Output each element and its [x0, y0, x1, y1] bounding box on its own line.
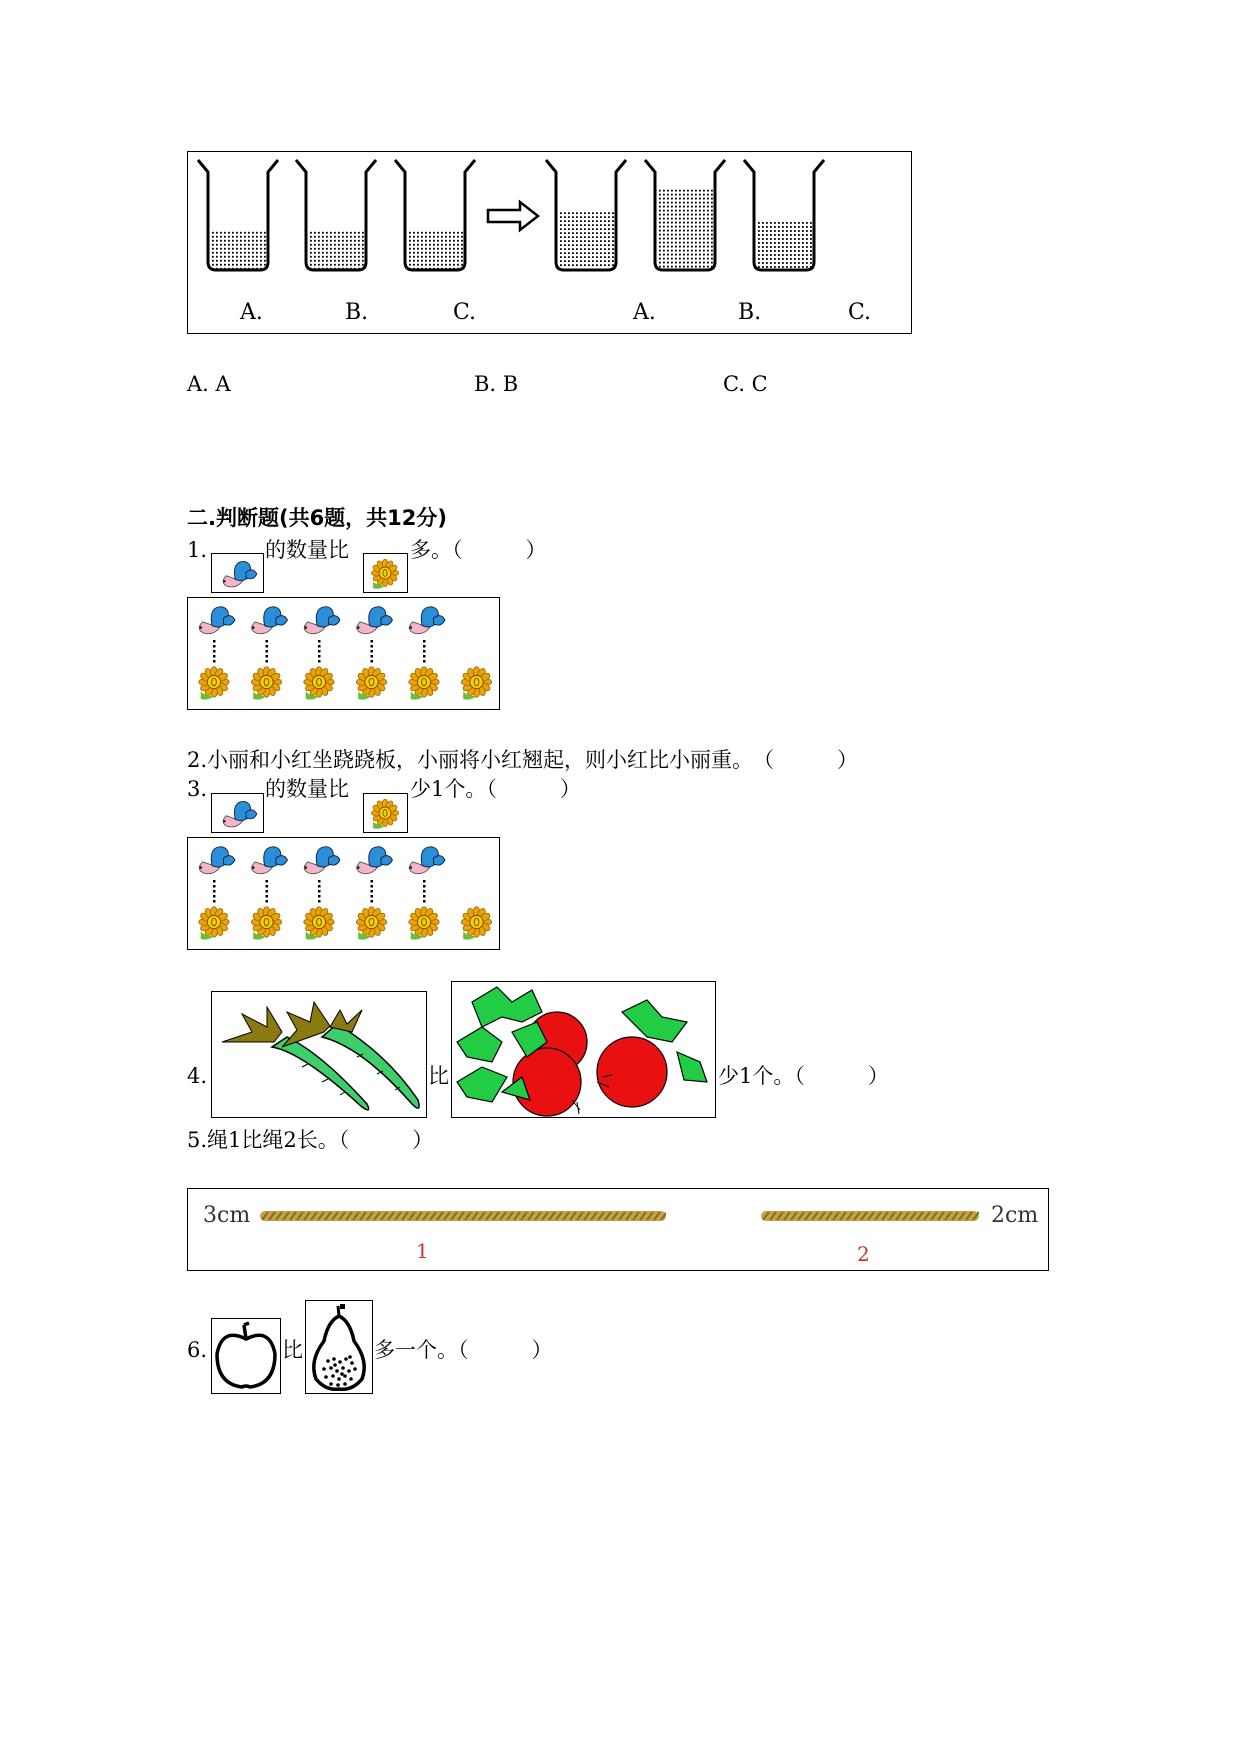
- q1-num: 1.: [187, 538, 208, 562]
- sunflower-icon: [364, 794, 407, 832]
- pear-icon: [306, 1301, 372, 1393]
- sunflower-icon: [364, 554, 407, 592]
- sunflower-icon: [461, 907, 491, 940]
- carrot-icon: [212, 992, 426, 1117]
- sunflower-icon: [409, 667, 439, 700]
- butterfly-icon: [223, 561, 257, 587]
- sunflower-icon: [251, 667, 281, 700]
- q3-end: 少1个。（ ）: [410, 777, 581, 801]
- q4-num: 4.: [187, 1064, 208, 1088]
- match-line: [266, 640, 269, 663]
- rope2-label: 2: [857, 1242, 870, 1266]
- sunflower-icon: [409, 907, 439, 940]
- match-line: [213, 640, 216, 663]
- butterfly-icon: [252, 607, 288, 634]
- beaker: [546, 160, 626, 270]
- beaker: [645, 160, 725, 270]
- q6-apple-box: [211, 1318, 281, 1394]
- butterfly-icon: [199, 607, 235, 634]
- q3-sunflower-box: [363, 793, 408, 833]
- radish-icon: [452, 982, 715, 1117]
- beaker-label-a-after: A.: [633, 300, 656, 325]
- sunflower-icon: [356, 907, 386, 940]
- q1-counting-figure: [187, 597, 500, 710]
- beaker: [198, 160, 278, 270]
- beaker-label-c-before: C.: [453, 300, 477, 325]
- beaker-drawing: [188, 152, 911, 333]
- beaker: [296, 160, 376, 270]
- sunflower-icon: [461, 667, 491, 700]
- q3-butterfly-box: [211, 793, 264, 833]
- rope1-label: 1: [416, 1239, 429, 1263]
- sunflower-icon: [199, 907, 229, 940]
- rope1-icon: [260, 1206, 666, 1226]
- beaker: [744, 160, 824, 270]
- rope2-icon: [761, 1206, 979, 1226]
- beaker: [395, 160, 475, 270]
- butterfly-icon: [212, 794, 263, 832]
- butterfly-icon: [252, 847, 288, 874]
- sunflower-icon: [371, 799, 398, 828]
- option-c[interactable]: C. C: [723, 372, 768, 396]
- q4-carrot-box: [211, 991, 427, 1118]
- match-line: [266, 880, 269, 903]
- arrow-right-icon: [488, 202, 538, 230]
- match-line: [213, 880, 216, 903]
- counting-drawing: [188, 838, 499, 949]
- sunflower-icon: [199, 667, 229, 700]
- butterfly-icon: [357, 847, 393, 874]
- sunflower-icon: [356, 667, 386, 700]
- counting-drawing: [188, 598, 499, 709]
- beaker-label-b-after: B.: [738, 300, 762, 325]
- butterfly-icon: [212, 554, 263, 592]
- q4-radish-box: [451, 981, 716, 1118]
- sunflower-icon: [371, 559, 398, 588]
- butterfly-icon: [409, 607, 445, 634]
- q1-butterfly-box: [211, 553, 264, 593]
- q6-mid: 比: [282, 1338, 303, 1362]
- butterfly-icon: [409, 847, 445, 874]
- q4-end: 少1个。（ ）: [718, 1064, 889, 1088]
- butterfly-icon: [223, 801, 257, 827]
- rope1-length: 3cm: [203, 1203, 251, 1228]
- butterfly-icon: [304, 847, 340, 874]
- beaker-label-c-after: C.: [848, 300, 872, 325]
- rope-figure: [187, 1188, 1049, 1271]
- sunflower-icon: [304, 667, 334, 700]
- q3-counting-figure: [187, 837, 500, 950]
- sunflower-icon: [304, 907, 334, 940]
- butterfly-icon: [199, 847, 235, 874]
- q2-text: 2.小丽和小红坐跷跷板，小丽将小红翘起，则小红比小丽重。 （ ）: [187, 748, 859, 772]
- beaker-label-a-before: A.: [240, 300, 263, 325]
- option-b[interactable]: B. B: [474, 372, 519, 396]
- q1-mid: 的数量比: [265, 538, 349, 562]
- q1-end: 多。（ ）: [410, 538, 547, 562]
- q6-num: 6.: [187, 1338, 208, 1362]
- beaker-figure: [187, 151, 912, 334]
- q3-mid: 的数量比: [265, 777, 349, 801]
- q6-pear-box: [305, 1300, 373, 1394]
- match-line: [318, 640, 321, 663]
- rope2-length: 2cm: [991, 1203, 1039, 1228]
- sunflower-icon: [251, 907, 281, 940]
- match-line: [371, 880, 374, 903]
- q1-sunflower-box: [363, 553, 408, 593]
- section-title: 二.判断题(共6题，共12分): [187, 506, 448, 530]
- apple-icon: [212, 1319, 280, 1393]
- butterfly-icon: [357, 607, 393, 634]
- q4-mid: 比: [428, 1064, 449, 1088]
- butterfly-icon: [304, 607, 340, 634]
- match-line: [423, 640, 426, 663]
- match-line: [423, 880, 426, 903]
- q3-num: 3.: [187, 777, 208, 801]
- match-line: [318, 880, 321, 903]
- match-line: [371, 640, 374, 663]
- q5-text: 5.绳1比绳2长。（ ）: [187, 1128, 434, 1152]
- q6-end: 多一个。（ ）: [374, 1338, 553, 1362]
- option-a[interactable]: A. A: [187, 372, 231, 396]
- beaker-label-b-before: B.: [345, 300, 369, 325]
